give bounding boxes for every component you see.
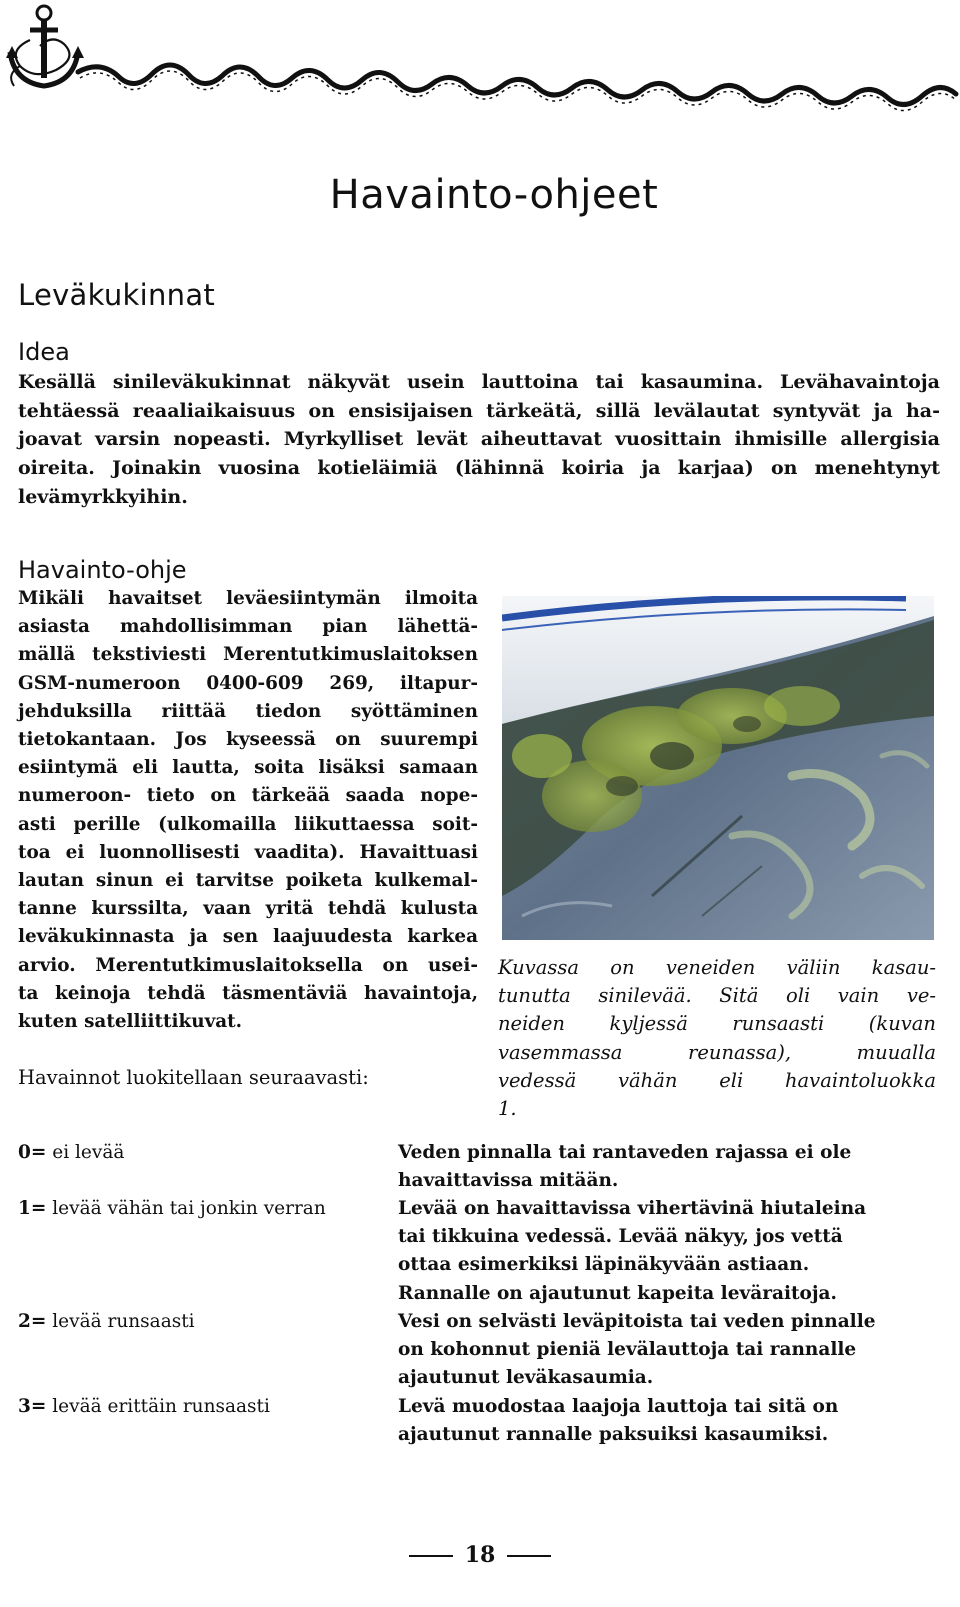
instructions-line: jehduksilla riittää tiedon syöttäminen: [18, 700, 478, 722]
class-number: 0=: [18, 1142, 47, 1163]
class-label: [18, 1139, 124, 1167]
caption-line: Kuvassa on veneiden väliin kasau-: [498, 956, 936, 979]
class-description-line: ajautunut rannalle paksuiksi kasaumiksi.: [398, 1424, 829, 1446]
class-description-line: Levä muodostaa laajoja lauttoja tai sitä on: [398, 1396, 839, 1417]
caption-line: neiden kyljessä runsaasti (kuvan: [498, 1012, 936, 1036]
classification-intro: Havainnot luokitellaan seuraavasti:: [18, 1066, 369, 1089]
rope-line-icon: [78, 65, 956, 105]
page-title: Havainto-ohjeet: [329, 172, 659, 218]
instructions-line: numeroon- tieto on tärkeää saada nope-: [18, 785, 478, 807]
algae-photo: [502, 596, 934, 940]
idea-line: oireita. Joinakin vuosina kotieläimiä (lähinnä koiria ja karjaa) on menehtynyt: [18, 457, 940, 480]
class-label: [18, 1308, 195, 1336]
instructions-heading: Havainto-ohje: [18, 556, 187, 584]
class-description: [398, 1195, 903, 1308]
class-description-line: ajautunut leväkasaumia.: [398, 1367, 654, 1389]
idea-heading: Idea: [18, 338, 70, 366]
class-name: ei levää: [46, 1142, 125, 1163]
idea-line: joavat varsin nopeasti. Myrkylliset levät aiheuttavat vuosittain ihmisille allergisia: [18, 428, 940, 451]
instructions-line: ta keinoja tehdä täsmentäviä havaintoja,: [18, 982, 478, 1004]
caption-line: tunutta sinilevää. Sitä oli vain ve-: [498, 984, 936, 1008]
instructions-line: arvio. Merentutkimuslaitoksella on usei-: [18, 954, 478, 976]
class-name: levää erittäin runsaasti: [46, 1396, 270, 1417]
class-description-line: Rannalle on ajautunut kapeita leväraitoja.: [398, 1282, 837, 1304]
instructions-paragraph: [18, 585, 478, 1036]
instructions-line: kuten satelliittikuvat.: [18, 1011, 243, 1033]
footer-dash-icon: [507, 1555, 551, 1557]
class-description-line: havaittavissa mitään.: [398, 1170, 619, 1192]
class-description-line: Veden pinnalla tai rantaveden rajassa ei ole: [398, 1142, 852, 1163]
instructions-line: leväkukinnasta ja sen laajuudesta karkea: [18, 926, 478, 948]
class-description-line: on kohonnut pieniä levälauttoja tai rannalle: [398, 1339, 857, 1361]
caption-line: 1.: [498, 1097, 517, 1121]
header-decoration: [0, 0, 960, 125]
instructions-line: asiasta mahdollisimman pian lähettä-: [18, 616, 478, 638]
instructions-line: tanne kurssilta, vaan yritä tehdä kulusta: [18, 898, 478, 920]
idea-line: tehtäessä reaaliaikaisuus on ensisijaisen tärkeätä, sillä levälautat syntyvät ja ha-: [18, 399, 940, 422]
class-label: [18, 1195, 326, 1223]
page-number: 18: [464, 1542, 496, 1568]
page-footer: [0, 1542, 960, 1568]
idea-line: levämyrkkyihin.: [18, 485, 188, 508]
class-number: 2=: [18, 1311, 47, 1332]
instructions-line: tietokantaan. Jos kyseessä on suurempi: [18, 729, 478, 751]
instructions-line: Mikäli havaitset leväesiintymän ilmoita: [18, 588, 478, 609]
class-description-line: ottaa esimerkiksi läpinäkyvään astiaan.: [398, 1254, 810, 1276]
class-description: [398, 1139, 903, 1195]
caption-line: vedessä vähän eli havaintoluokka: [498, 1068, 936, 1092]
class-description-line: tai tikkuina vedessä. Levää näkyy, jos vettä: [398, 1226, 843, 1248]
class-description: [398, 1308, 903, 1393]
footer-dash-icon: [409, 1555, 453, 1557]
instructions-line: GSM-numeroon 0400-609 269, iltapur-: [18, 672, 478, 694]
section-title: Leväkukinnat: [18, 278, 216, 312]
instructions-line: mällä tekstiviesti Merentutkimuslaitoksen: [18, 644, 478, 666]
class-label: [18, 1393, 270, 1421]
anchor-logo-icon: [6, 6, 84, 86]
class-description-line: Vesi on selvästi leväpitoista tai veden pinnalle: [398, 1311, 876, 1332]
instructions-line: asti perille (ulkomailla liikuttaessa soit-: [18, 813, 478, 835]
caption-line: vasemmassa reunassa), muualla: [498, 1040, 936, 1064]
class-description-line: Levää on havaittavissa vihertävinä hiutaleina: [398, 1198, 867, 1219]
instructions-line: esiintymä eli lautta, soita lisäksi samaan: [18, 757, 478, 779]
class-name: levää vähän tai jonkin verran: [46, 1198, 326, 1219]
class-description: [398, 1393, 903, 1449]
class-number: 1=: [18, 1198, 47, 1219]
class-number: 3=: [18, 1396, 47, 1417]
idea-paragraph: [18, 368, 940, 512]
instructions-line: lautan sinun ei tarvitse poiketa kulkemal-: [18, 870, 478, 892]
idea-line: Kesällä sinileväkukinnat näkyvät usein lauttoina tai kasaumina. Levähavaintoja: [18, 371, 940, 393]
class-name: levää runsaasti: [46, 1311, 195, 1332]
photo-caption: [498, 954, 936, 1123]
instructions-line: toa ei luonnollisesti vaadita). Havaittuasi: [18, 841, 478, 863]
